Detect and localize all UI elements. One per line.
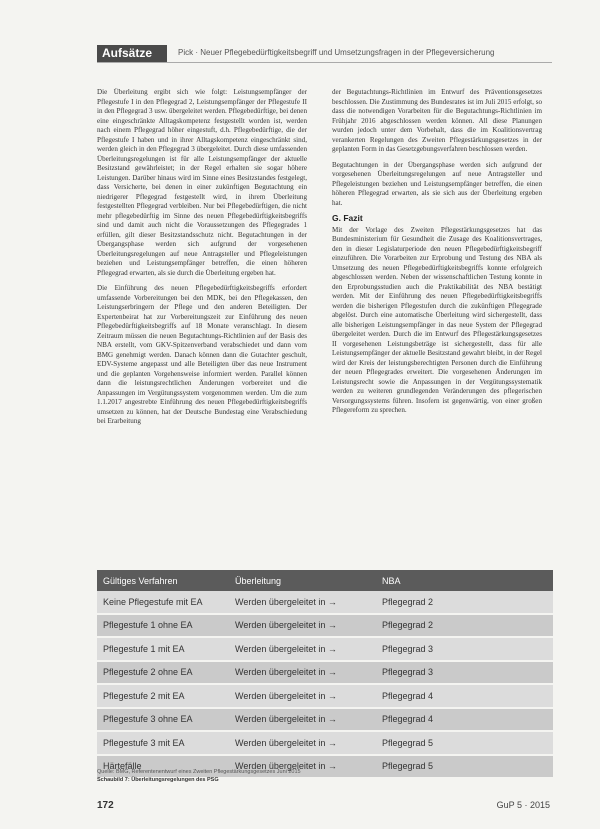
running-title: Pick · Neuer Pflegebedürftigkeitsbegriff und Umsetzungsfragen in der Pflegeversicherung xyxy=(178,48,495,57)
column-header: NBA xyxy=(376,570,553,591)
section-label: Aufsätze xyxy=(97,45,167,62)
table-cell: Pflegestufe 2 mit EA xyxy=(97,684,229,708)
table-cell: Pflegegrad 5 xyxy=(376,755,553,779)
table-cell: Pflegegrad 3 xyxy=(376,637,553,661)
paragraph: Die Überleitung ergibt sich wie folgt: Leistungsempfänger der Pflegestufe I in den Pflegegrad 2, Leistungsempfänger der Pflegestufe II in den Pflegegrad 3 usw. übergeleitet werden. Pflegebedürftige, bei denen eine eingeschränkte Alltagskompetenz festgestellt worden ist, werden nach einem Pflegegrad höher eingestuft, d.h. Pflegebedürftige, die der Pflegestufe I haben und in ihrer Alltagskompetenz eingeschränkt sind, werden gleich in den Pflegegrad 3 übergeleitet. Durch diese umfassenden Überleitungsregelungen ist für alle Leistungsempfänger der aktuelle Besitzstand gewährleistet; in der Regel erhalten sie sogar höhere Leistungen. Darüber hinaus wird im Sinne eines Besitzstandes festgelegt, dass Versicherte, bei denen in einer zukünftigen Begutachtung ein niedrigerer Pflegegrad festgestellt wird, in ihrem Überleitung festgestellten Pflegegrad verbleiben. Nur bei Pflegebedürftigen, die nicht mehr pflegebedürftig im Sinne des neuen Pflegebedürftigkeitsbegriffs sind und damit auch nicht die Voraussetzungen des Pflegegrades 1 erfüllen, gilt dieser Besitzstandsschutz nicht. Begutachtungen in der Übergangsphase werden sich aufgrund der vorgesehenen Überleitungsregelungen auf neue Antragsteller und Pflegeleistungen beziehen und Leistungsempfänger betreffen, die einen höheren Pflegegrad erwarten, als sie durch die Überleitung ergeben hat. xyxy=(97,88,307,277)
table-caption: Schaubild 7: Überleitungsregelungen des PSG xyxy=(97,777,219,783)
paragraph: Mit der Vorlage des Zweiten Pflegestärkungsgesetzes hat das Bundesministerium für Gesundheit die Zusage des Koalitionsvertrages, den in dieser Legislaturperiode den neuen Pflegebedürftigkeitsbegriff einzuführen. Die Vorarbeiten zur Erprobung und Testung des NBA als Umsetzung des neuen Pflegebedürftigkeitsbegriffs konnte erfolgreich abgeschlossen werden. Neben der wissenschaftlichen Testung konnte in den Erprobungsstudien auch die Praktikabilität des NBA bestätigt werden. Mit der Einführung des neuen Pflegebedürftigkeitsbegriffs werden die bisherigen Pflegestufen durch die zukünftigen Pflegegrade abgelöst. Durch eine automatische Überleitung wird sichergestellt, dass alle bisherigen Leistungsempfänger in das neue System der Pflegegrad übergeleitet werden. Durch die im Entwurf des Pflegestärkungsgesetzes II vorgesehenen Leistungsbeträge ist sichergestellt, dass für alle Leistungsempfänger der aktuelle Besitzstand gewahrt bleibt, in der Regel wird der Kreis der leistungsberechtigten Personen durch die Einführung der neuen Pflegegrades erweitert. Die vorgesehenen Änderungen im Leistungsrecht sowie die Anpassungen in der Vergütungssystematik werden zu weiteren grundlegenden Veränderungen des pflegerischen Versorgungssystems führen. Insofern ist gegenwärtig, von einer großen Pflegereform zu sprechen. xyxy=(332,225,542,414)
table-cell: Werden übergeleitet in → xyxy=(229,731,376,755)
table-cell: Pflegegrad 2 xyxy=(376,614,553,638)
table-cell: Werden übergeleitet in → xyxy=(229,661,376,685)
paragraph: der Begutachtungs-Richtlinien im Entwurf des Präventionsgesetzes beschlossen. Die Zustimmung des Bundesrates ist im Juli 2015 erfolgt, so dass die notwendigen Vorarbeiten für die Begutachtungs-Richtlinien im Frühjahr 2016 abgeschlossen werden können. All diese Planungen wurden jedoch unter dem Vorbehalt, dass die im Koalitionsvertrag verankerten Regelungen des Zweiten Pflegestärkungsgesetzes in der geplanten Form in das Gesetzgebungsverfahren beschlossen werden. xyxy=(332,88,542,153)
table-cell: Werden übergeleitet in → xyxy=(229,637,376,661)
table-cell: Werden übergeleitet in → xyxy=(229,755,376,779)
table-cell: Pflegegrad 4 xyxy=(376,708,553,732)
table-cell: Pflegegrad 2 xyxy=(376,591,553,614)
table-cell: Werden übergeleitet in → xyxy=(229,591,376,614)
header-divider xyxy=(97,62,552,63)
journal-issue: GuP 5 · 2015 xyxy=(496,800,550,810)
table-cell: Werden übergeleitet in → xyxy=(229,614,376,638)
table-cell: Pflegestufe 3 mit EA xyxy=(97,731,229,755)
table-row xyxy=(97,661,553,685)
column-header: Gültiges Verfahren xyxy=(97,570,229,591)
table-cell: Keine Pflegestufe mit EA xyxy=(97,591,229,614)
paragraph: Begutachtungen in der Übergangsphase werden sich aufgrund der vorgesehenen Überleitungsregelungen auf neue Antragsteller und Pflegeleistungen beziehen und Leistungsempfänger betreffen, die einen höheren Pflegegrad erwarten, als sie sich aus der Überleitung ergeben hat. xyxy=(332,160,542,207)
table-row xyxy=(97,637,553,661)
table-cell: Pflegegrad 4 xyxy=(376,684,553,708)
right-column xyxy=(332,88,542,422)
table-cell: Werden übergeleitet in → xyxy=(229,684,376,708)
table-row xyxy=(97,708,553,732)
left-column xyxy=(97,88,307,433)
table-cell: Pflegestufe 1 mit EA xyxy=(97,637,229,661)
table-cell: Pflegegrad 3 xyxy=(376,661,553,685)
page-number: 172 xyxy=(97,800,114,811)
section-heading: G. Fazit xyxy=(332,213,363,223)
table-source: Quelle: BMG, Referentenentwurf eines Zweiten Pflegestärkungsgesetzes Juni 2015 xyxy=(97,769,301,775)
transition-table xyxy=(97,570,553,779)
table-cell: Pflegestufe 1 ohne EA xyxy=(97,614,229,638)
table-row xyxy=(97,731,553,755)
table-header-row xyxy=(97,570,553,591)
paragraph: Die Einführung des neuen Pflegebedürftigkeitsbegriffs erfordert umfassende Vorbereitungen bei den MDK, bei den Pflegekassen, den Leistungserbringern der Pflege und den anderen Beteiligten. Der Expertenbeirat hat zur Vorbereitungszeit zur Einführung des neuen Pflegebedürftigkeitsbegriffs auf 18 Monate veranschlagt. In diesem Zeitraum müssen die neuen Begutachtungs-Richtlinien auf der Basis des NBA erstellt, vom GKV-Spitzenverband verabschiedet und dann vom BMG genehmigt werden. Danach können dann die Gutachter geschult, EDV-Systeme angepasst und alle Beteiligten über das neue Instrument und die geplanten Vorgehensweise informiert werden. Parallel können dann die leistungsrechtlichen Änderungen vorbereitet und die Anpassungen im Vergütungssystem vorgenommen werden. Um die zum 1.1.2017 angestrebte Einführung des neuen Pflegebedürftigkeitsbegriffs umsetzen zu können, hat der Deutsche Bundestag eine Verabschiedung bei Erarbeitung xyxy=(97,284,307,425)
table-row xyxy=(97,591,553,614)
table-cell: Pflegestufe 3 ohne EA xyxy=(97,708,229,732)
table-cell: Werden übergeleitet in → xyxy=(229,708,376,732)
table-cell: Härtefälle xyxy=(97,755,229,779)
table-row xyxy=(97,684,553,708)
table-cell: Pflegestufe 2 ohne EA xyxy=(97,661,229,685)
table-row xyxy=(97,614,553,638)
table-cell: Pflegegrad 5 xyxy=(376,731,553,755)
column-header: Überleitung xyxy=(229,570,376,591)
